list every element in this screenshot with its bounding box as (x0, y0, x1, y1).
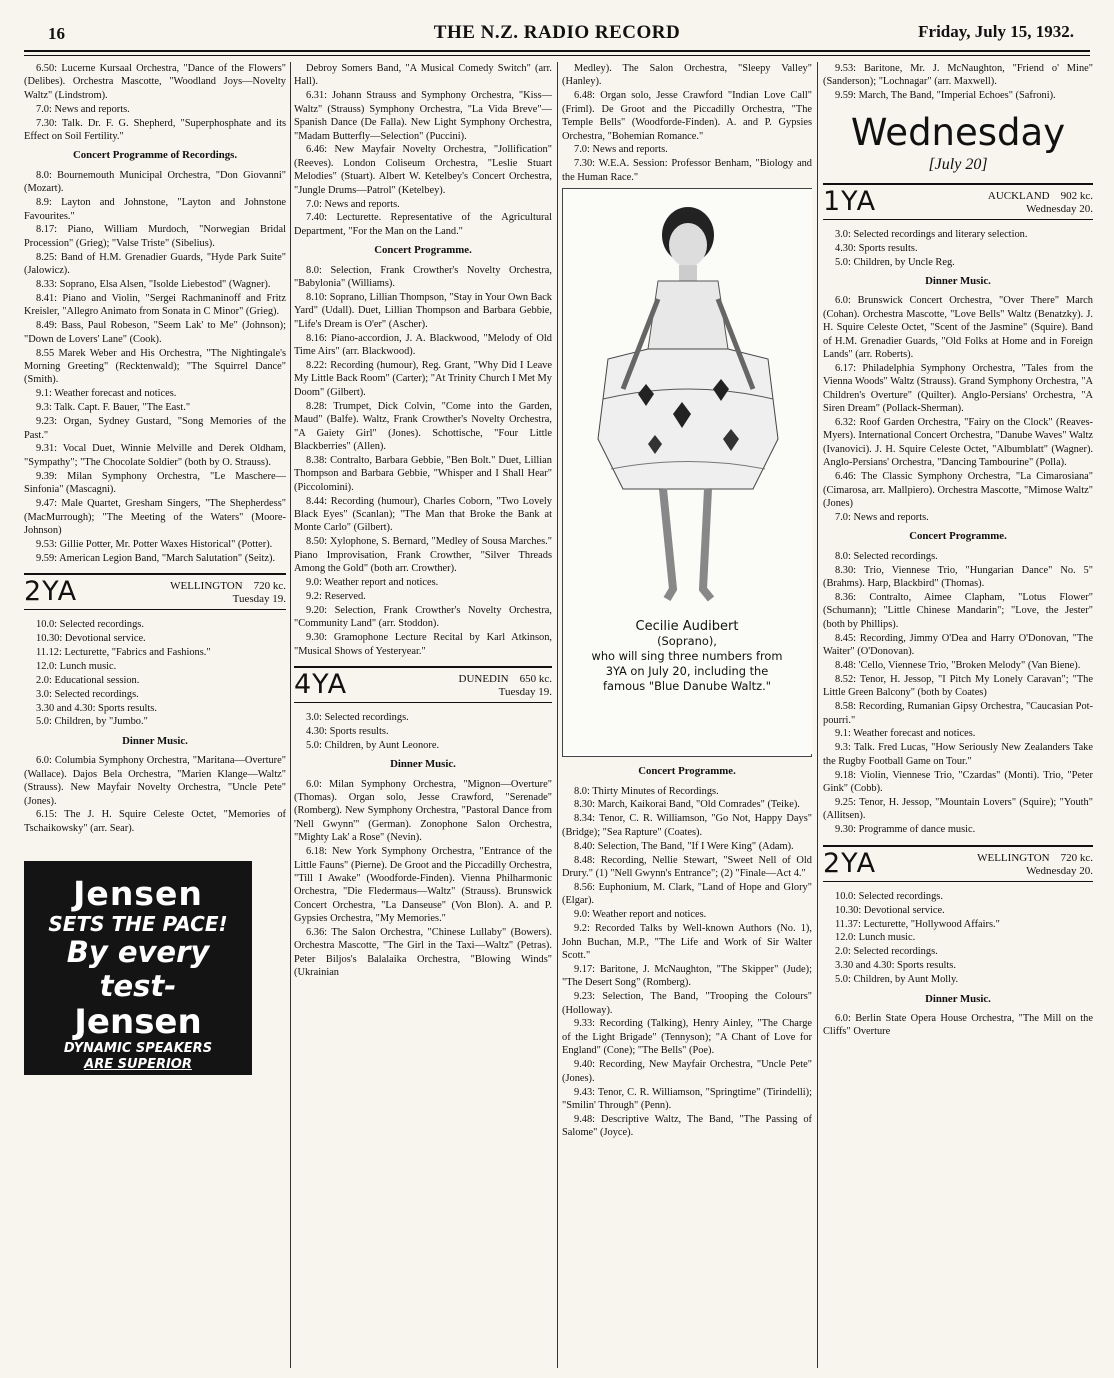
program-item: 11.12: Lecturette, "Fabrics and Fashions." (36, 646, 211, 658)
program-item: 8.22: Recording (humour), Reg. Grant, "Why Did I Leave My Little Back Room" (Carter); "At Trinity Church I Met My Doom" (Gilbert). (294, 360, 552, 398)
program-list (823, 890, 1093, 987)
section-heading: Concert Programme. (374, 244, 472, 257)
program-list (24, 618, 286, 729)
program-item: 8.25: Band of H.M. Grenadier Guards, "Hyde Park Suite" (Jalowicz). (24, 251, 286, 277)
program-item: 8.36: Contralto, Aimee Clapham, "Lotus Flower" (Schumann); "Little Chinese Mandarin"; "Love, the Jester" (both by Phillips). (823, 591, 1093, 630)
program-item: 9.2: Recorded Talks by Well-known Authors (No. 1), John Buchan, M.P., "The Life and Work of Sir Walter Scott." (562, 923, 812, 961)
station-call: 4YA (294, 668, 348, 700)
program-item: 9.39: Milan Symphony Orchestra, "Le Maschere—Sinfonia" (Mascagni). (24, 470, 286, 496)
program-list (24, 62, 286, 143)
program-item: 8.0: Bournemouth Municipal Orchestra, "Don Giovanni" (Mozart). (24, 169, 286, 195)
program-list (294, 778, 552, 980)
page-header (0, 0, 1114, 58)
program-item: 6.17: Philadelphia Symphony Orchestra, "Tales from the Vienna Woods" Waltz (Strauss). Grand Symphony Orchestra, "A Children's Overture" (Quilter). Anglo-Persians' Orchestra, "A Siren Dream" (Pollack-Sherman). (823, 362, 1093, 415)
program-item: 9.0: Weather report and notices. (306, 577, 439, 589)
station-day: Wednesday 20. (1026, 202, 1093, 215)
singer-photo (562, 188, 812, 757)
program-item: 8.9: Layton and Johnstone, "Layton and Johnstone Favourites." (24, 197, 286, 222)
station-day: Tuesday 19. (232, 593, 286, 606)
program-item: 9.48: Descriptive Waltz, The Band, "The Passing of Salome" (Joyce). (562, 1113, 812, 1139)
header-rule (24, 50, 1090, 52)
station-header-1ya (823, 183, 1093, 220)
program-item: 6.15: The J. H. Squire Celeste Octet, "Memories of Tschaikowsky" (arr. Sear). (24, 809, 286, 834)
program-item: 5.0: Children, by "Jumbo." (36, 716, 148, 728)
section-heading: Dinner Music. (925, 274, 991, 287)
program-item: 8.50: Xylophone, S. Bernard, "Medley of Sousa Marches." Piano Improvisation, Frank Crowther, "Silver Threads Among the Gold" (both arr. Crowther). (294, 536, 552, 575)
station-call: 1YA (823, 185, 877, 217)
program-item: 3.0: Selected recordings. (36, 688, 139, 700)
program-item: 6.0: Milan Symphony Orchestra, "Mignon—Overture" (Thomas). Organ solo, Jesse Crawford, "Serenade" (Romberg). New Symphony Orchestra, "Pastoral Dance from 'Nell Gwynn'" (German). Zonophone Salon Orchestra, "Mighty Lak' a Rose" (Nevin). (294, 778, 552, 844)
singer-name: Cecilie Audibert (635, 619, 739, 635)
program-item: 5.0: Children, by Aunt Leonore. (306, 739, 440, 751)
program-list (294, 264, 552, 658)
program-item: 8.34: Tenor, C. R. Williamson, "Go Not, Happy Days" (Bridge); "Sea Rapture" (Coates). (562, 813, 812, 838)
station-city: DUNEDIN (458, 672, 509, 685)
program-item: 6.46: New Mayfair Novelty Orchestra, "Jollification" (Reeves). London Coliseum Orchestra, "Leslie Stuart Melodies" (Stuart). Albert W. Ketelbey's Concert Orchestra, "Jungle Drums—Patrol" (Ketelbey). (294, 144, 552, 196)
section-heading: Concert Programme of Recordings. (72, 149, 238, 162)
column-divider (290, 62, 291, 1368)
ad-tagline: ARE SUPERIOR (84, 1057, 192, 1073)
program-item: 9.3: Talk. Fred Lucas, "How Seriously New Zealanders Take the Rugby Football Game on Tour." (823, 742, 1093, 767)
program-list (562, 62, 812, 184)
program-item: 7.30: Talk. Dr. F. G. Shepherd, "Superphosphate and its Effect on Soil Fertility." (24, 117, 286, 143)
program-item: 9.1: Weather forecast and notices. (36, 388, 177, 400)
program-list (294, 711, 552, 752)
program-list (24, 169, 286, 565)
program-item: 8.44: Recording (humour), Charles Coborn, "Two Lovely Black Eyes" (Scanlan); "The Man that Broke the Bank at Monte Carlo" (Gilbert). (294, 495, 552, 534)
program-item: 9.1: Weather forecast and notices. (835, 728, 976, 740)
station-city: AUCKLAND (987, 189, 1050, 202)
station-header-4ya (294, 666, 552, 703)
program-item: 10.30: Devotional service. (36, 633, 146, 645)
program-item: 6.31: Johann Strauss and Symphony Orchestra, "Kiss—Waltz" (Strauss) Symphony Orchestra, "La Vida Breve"—Spanish Dance (De Falla). New Light Symphony Orchestra, "Madam Butterfly—Selection" (Puccini). (294, 90, 552, 142)
program-item: 7.0: News and reports. (835, 511, 929, 523)
day-title: Wednesday (850, 110, 1066, 154)
program-item: 8.48: Recording, Nellie Stewart, "Sweet Nell of Old Drury." (1) "Nell Gwynn's Entrance"; (2) "Finale—Act 4." (562, 854, 812, 879)
program-item: 5.0: Children, by Uncle Reg. (835, 256, 955, 268)
program-item: 6.0: Brunswick Concert Orchestra, "Over There" March (Cohan). Orchestra Mascotte, "Love Bells" Waltz (Benatzky). J. H. Squire Celeste Octet, "Scent of the Jasmine" (Squire). Band of H.M. Grenadier Guards, "Old Folks at Home and in Foreign Lands" (arr. Roberts). (823, 295, 1093, 360)
program-item: 8.10: Soprano, Lillian Thompson, "Stay in Your Own Back Yard" (Udall). Duet, Lillian Thompson and Barbara Gebbie, "Life's Dream is O'er" (Ascher). (294, 292, 552, 330)
program-list (562, 785, 812, 1140)
program-item: 9.23: Organ, Sydney Gustard, "Song Memories of the Past." (24, 416, 286, 441)
column-3 (562, 62, 812, 1372)
program-item: 9.18: Violin, Viennese Trio, "Czardas" (Monti). Trio, "Peter Gink" (Cobb). (823, 769, 1093, 795)
program-item: 2.0: Educational session. (36, 674, 140, 686)
section-heading: Dinner Music. (925, 992, 991, 1005)
program-item: 7.30: W.E.A. Session: Professor Benham, "Biology and the Human Race." (562, 158, 812, 183)
section-heading: Concert Programme. (638, 765, 736, 778)
station-frequency: 720 kc. (253, 580, 286, 593)
program-list (823, 228, 1093, 269)
day-date: [July 20] (928, 155, 988, 173)
section-heading: Concert Programme. (909, 530, 1007, 543)
program-item: 3.0: Selected recordings. (306, 711, 409, 723)
program-item: 9.53: Gillie Potter, Mr. Potter Waxes Historical" (Potter). (36, 538, 273, 550)
program-list (823, 550, 1093, 837)
program-item: 8.56: Euphonium, M. Clark, "Land of Hope and Glory" (Elgar). (562, 881, 812, 907)
program-item: 7.0: News and reports. (306, 198, 400, 210)
program-item: 8.55 Marek Weber and His Orchestra, "The Nightingale's Morning Greeting" (Recktenwald); "The Squirrel Dance" (Smith). (24, 347, 286, 386)
header-rule-thin (24, 55, 1090, 56)
program-list (294, 62, 552, 238)
program-item: 9.30: Programme of dance music. (835, 824, 976, 836)
program-item: 12.0: Lunch music. (835, 932, 916, 944)
station-info (170, 578, 286, 606)
program-item: 3.30 and 4.30: Sports results. (36, 702, 157, 714)
program-item: 8.28: Trumpet, Dick Colvin, "Come into the Garden, Maud" (Balfe). Waltz, Frank Crowther's Novelty Orchestra, "A Gaiety Girl" (Jones). Schottische, "Four Little Blackberries" (Allen). (294, 400, 552, 452)
program-item: 9.59: March, The Band, "Imperial Echoes" (Safroni). (835, 90, 1056, 102)
program-item: 9.3: Talk. Capt. F. Bauer, "The East." (36, 402, 191, 414)
program-item: 9.33: Recording (Talking), Henry Ainley, "The Charge of the Light Brigade" (Tennyson); "A Chant of Love for England" (Cone); "The Bells" (Poe). (562, 1018, 812, 1057)
program-item: 10.0: Selected recordings. (835, 890, 943, 902)
page-number: 16 (48, 24, 65, 43)
program-item: 2.0: Selected recordings. (835, 946, 938, 958)
station-frequency: 720 kc. (1060, 851, 1093, 864)
program-item: 8.58: Recording, Rumanian Gipsy Orchestra, "Caucasian Pot-pourri." (823, 701, 1093, 726)
program-item: 8.48: 'Cello, Viennese Trio, "Broken Melody" (Van Biene). (835, 659, 1081, 671)
program-list (823, 294, 1093, 524)
caption-text: who will sing three numbers from 3YA on July 20, including the famous "Blue Danube Waltz." (591, 649, 783, 694)
program-item: 8.16: Piano-accordion, J. A. Blackwood, "Melody of Old Time Airs" (arr. Blackwood). (294, 332, 552, 358)
program-item: 6.0: Berlin State Opera House Orchestra, "The Mill on the Cliffs" Overture (823, 1012, 1093, 1038)
program-item: 9.47: Male Quartet, Gresham Singers, "The Shepherdess" (MacMurrough); "The Meeting of the Waters" (Moore-Johnson) (24, 498, 286, 536)
program-item: 9.2: Reserved. (306, 590, 366, 602)
column-1 (24, 62, 286, 1372)
program-item: 8.33: Soprano, Elsa Alsen, "Isolde Liebestod" (Wagner). (36, 279, 271, 291)
program-item: 8.41: Piano and Violin, "Sergei Rachmaninoff and Fritz Kreisler, "Allegro Animato from Sonata in C Minor" (Grieg). (24, 293, 286, 318)
program-item: 3.30 and 4.30: Sports results. (835, 960, 956, 972)
program-item: 6.48: Organ solo, Jesse Crawford "Indian Love Call" (Friml). De Groot and the Piccadilly Orchestra, "The Temple Bells" (Woodforde-Finden). A. and P. Gypsies Orchestra, "Bohemian Romance." (562, 90, 812, 142)
day-banner (823, 111, 1093, 175)
photo-caption (563, 619, 811, 694)
section-heading: Dinner Music. (122, 734, 188, 747)
program-item: 6.36: The Salon Orchestra, "Chinese Lullaby" (Bowers). Orchestra Mascotte, "The Girl in the Taxi—Waltz" (Petras). Peter Biljos's Balalaika Orchestra, "Blowing Winds" (Ukrainian (294, 927, 552, 979)
station-call: 2YA (24, 576, 78, 608)
station-info (988, 188, 1093, 216)
station-frequency: 650 kc. (519, 672, 552, 685)
station-call: 2YA (823, 847, 877, 879)
program-item: 8.38: Contralto, Barbara Gebbie, "Ben Bolt." Duet, Lillian Thompson and Barbara Gebbie, "Whisper and I Shall Hear" (Piccolomini). (294, 454, 552, 493)
program-item: 8.52: Tenor, H. Jessop, "I Pitch My Lonely Caravan"; "The Little Green Balcony" (both by Coates) (823, 673, 1093, 699)
program-item: 8.30: March, Kaikorai Band, "Old Comrades" (Teike). (574, 799, 800, 811)
program-item: 6.18: New York Symphony Orchestra, "Entrance of the Little Fauns" (Pierne). De Groot and the Piccadilly Orchestra, "Till I Awake" (Woodforde-Finden). Vienna Philharmonic Orchestra, "Die Fledermaus—Waltz" (Strauss). Brunswick Concert Orchestra, "La Danseuse" (Von Blon). A. and P. Gypsies Orchestra, "My Memories." (294, 846, 552, 925)
program-item: 8.40: Selection, The Band, "If I Were King" (Adam). (574, 840, 794, 852)
program-item: 8.0: Thirty Minutes of Recordings. (574, 785, 719, 797)
program-item: 9.17: Baritone, J. McNaughton, "The Skipper" (Jude); "The Desert Song" (Romberg). (562, 963, 812, 989)
program-item: 9.23: Selection, The Band, "Trooping the Colours" (Holloway). (562, 991, 812, 1016)
station-day: Wednesday 20. (1026, 864, 1093, 877)
program-list (24, 754, 286, 835)
program-item: 8.45: Recording, Jimmy O'Dea and Harry O'Donovan, "The Waiter" (O'Donovan). (823, 632, 1093, 657)
program-item: 6.46: The Classic Symphony Orchestra, "La Cimarosiana" (Cimarosa, arr. Mallpiero). Orchestra Mascotte, "Mimose Waltz" (Jones) (823, 471, 1093, 509)
program-item: 8.30: Trio, Viennese Trio, "Hungarian Dance" No. 5" (Brahms). Harp, Blackbird" (Thomas). (823, 564, 1093, 589)
program-item: Medley). The Salon Orchestra, "Sleepy Valley" (Hanley). (562, 63, 812, 88)
ad-slogan: SETS THE PACE! (48, 912, 228, 937)
program-item: 7.0: News and reports. (574, 144, 668, 156)
program-item: 7.40: Lecturette. Representative of the Agricultural Department, "For the Man on the Land." (294, 212, 552, 237)
ad-brand: Jensen (74, 1002, 202, 1043)
program-list (823, 62, 1093, 103)
program-item: 11.37: Lecturette, "Hollywood Affairs." (835, 918, 1000, 930)
program-item: 8.17: Piano, William Murdoch, "Norwegian Bridal Procession" (Grieg); "Valse Triste" (Sibelius). (24, 224, 286, 249)
program-item: 8.0: Selection, Frank Crowther's Novelty Orchestra, "Babylonia" (Williams). (294, 264, 552, 290)
issue-date: Friday, July 15, 1932. (918, 22, 1074, 41)
station-city: WELLINGTON (977, 851, 1050, 864)
station-header-2ya (823, 845, 1093, 882)
column-divider (817, 62, 818, 1368)
program-item: 9.43: Tenor, C. R. Williamson, "Springtime" (Tirindelli); "Smilin' Through" (Penn). (562, 1086, 812, 1111)
program-item: 8.0: Selected recordings. (835, 550, 938, 562)
program-item: 9.20: Selection, Frank Crowther's Novelty Orchestra, "Community Land" (arr. Stoddon). (294, 604, 552, 630)
program-item: 9.53: Baritone, Mr. J. McNaughton, "Friend o' Mine" (Sanderson); "Lochnagar" (arr. Maxwell). (823, 63, 1093, 88)
station-info (459, 671, 553, 699)
column-4 (823, 62, 1093, 1372)
program-item: 9.31: Vocal Duet, Winnie Melville and Derek Oldham, "Sympathy"; "The Chocolate Soldier" (both by O. Strauss). (24, 443, 286, 468)
ad-slogan: By every test- (66, 935, 210, 1004)
program-item: 7.0: News and reports. (36, 103, 130, 115)
program-item: Debroy Somers Band, "A Musical Comedy Switch" (arr. Hall). (294, 63, 552, 88)
program-item: 8.49: Bass, Paul Robeson, "Seem Lak' to Me" (Johnson); "Down de Lovers' Lane" (Cook). (24, 320, 286, 345)
program-item: 4.30: Sports results. (306, 725, 389, 737)
program-item: 12.0: Lunch music. (36, 660, 117, 672)
column-2 (294, 62, 552, 1372)
section-heading: Dinner Music. (390, 758, 456, 771)
jensen-advertisement (24, 861, 252, 1075)
program-item: 9.25: Tenor, H. Jessop, "Mountain Lovers" (Squire); "Youth" (Allitsen). (823, 796, 1093, 822)
program-item: 9.40: Recording, New Mayfair Orchestra, "Uncle Pete" (Jones). (562, 1059, 812, 1084)
program-item: 6.32: Roof Garden Orchestra, "Fairy on the Clock" (Reaves-Myers). International Concert Orchestra, "Danube Waves" Waltz (Ivanovici). J. H. Squire Celeste Octet, "Albumblatt" (Wagner). Anglo-Persians' Orchestra, "Dancing Tambourine" (Polla). (823, 417, 1093, 469)
program-item: 10.30: Devotional service. (835, 904, 945, 916)
station-frequency: 902 kc. (1060, 189, 1093, 202)
station-header-2ya (24, 573, 286, 610)
singer-role: (Soprano), (657, 634, 717, 649)
publication-title: THE N.Z. RADIO RECORD (433, 22, 681, 43)
column-divider (557, 62, 558, 1368)
program-item: 3.0: Selected recordings and literary selection. (835, 228, 1028, 240)
program-item: 10.0: Selected recordings. (36, 619, 144, 631)
program-list (823, 1012, 1093, 1039)
program-item: 9.59: American Legion Band, "March Salutation" (Seitz). (36, 552, 276, 564)
ad-brand: Jensen (73, 874, 203, 914)
station-city: WELLINGTON (170, 580, 243, 593)
program-item: 5.0: Children, by Aunt Molly. (835, 974, 959, 986)
program-item: 9.0: Weather report and notices. (574, 909, 707, 921)
station-day: Tuesday 19. (498, 685, 552, 698)
program-item: 9.30: Gramophone Lecture Recital by Karl Atkinson, "Musical Shows of Yesteryear." (294, 632, 552, 657)
program-item: 6.0: Columbia Symphony Orchestra, "Maritana—Overture" (Wallace). Dajos Bela Orchestra, "Marien Klange—Waltz" (Strauss). New Mayfair Novelty Orchestra, "Uncle Pete" (Jones). (24, 755, 286, 807)
program-item: 4.30: Sports results. (835, 242, 918, 254)
station-info (977, 850, 1093, 878)
program-item: 6.50: Lucerne Kursaal Orchestra, "Dance of the Flowers" (Delibes). Orchestra Mascotte, "Woodland Joys—Novelty Waltz" (Lindstrom). (24, 63, 286, 101)
ad-tagline: DYNAMIC SPEAKERS (63, 1041, 213, 1057)
